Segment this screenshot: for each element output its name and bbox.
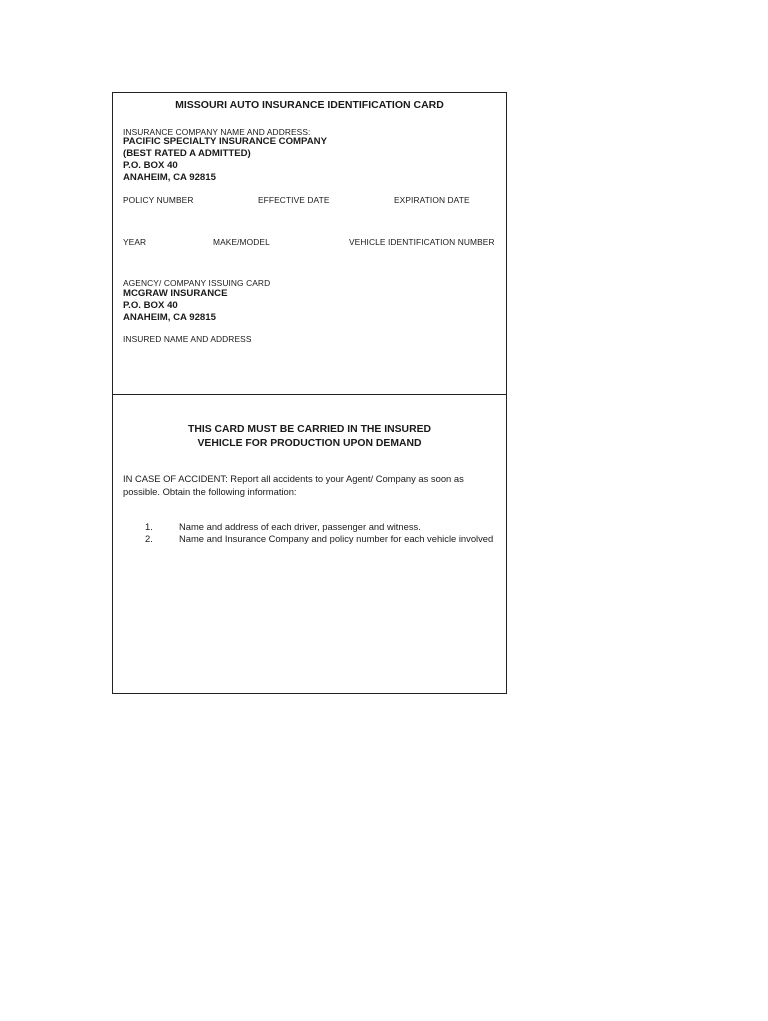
agency-po-box: P.O. BOX 40 [123,300,178,311]
insurance-id-card [112,92,507,694]
card-title: MISSOURI AUTO INSURANCE IDENTIFICATION CARD [175,99,444,111]
accident-instructions: IN CASE OF ACCIDENT: Report all accidents to your Agent/ Company as soon as possible. Obtain the following information: [123,473,464,497]
expiration-date-label: EXPIRATION DATE [394,195,470,205]
company-city: ANAHEIM, CA 92815 [123,172,216,183]
list-item-number: 1. [145,521,153,532]
company-rating: (BEST RATED A ADMITTED) [123,148,251,159]
list-item-number: 2. [145,533,153,544]
effective-date-label: EFFECTIVE DATE [258,195,330,205]
card-front [113,93,506,395]
agency-name: MCGRAW INSURANCE [123,288,228,299]
company-label: INSURANCE COMPANY NAME AND ADDRESS: [123,127,311,137]
vin-label: VEHICLE IDENTIFICATION NUMBER [349,237,495,247]
list-item-text: Name and Insurance Company and policy number for each vehicle involved [179,533,494,544]
insured-label: INSURED NAME AND ADDRESS [123,334,252,344]
make-model-label: MAKE/MODEL [213,237,270,247]
agency-city: ANAHEIM, CA 92815 [123,312,216,323]
carry-notice-line-1: THIS CARD MUST BE CARRIED IN THE INSURED [187,424,432,435]
year-label: YEAR [123,237,147,247]
policy-number-label: POLICY NUMBER [123,195,194,205]
agency-label: AGENCY/ COMPANY ISSUING CARD [123,278,271,288]
carry-notice-line-2: VEHICLE FOR PRODUCTION UPON DEMAND [197,437,422,449]
carry-notice [113,423,506,450]
list-item-text: Name and address of each driver, passenger and witness. [179,521,421,532]
card-back [113,395,506,693]
company-po-box: P.O. BOX 40 [123,160,178,171]
company-name: PACIFIC SPECIALTY INSURANCE COMPANY [123,136,327,147]
